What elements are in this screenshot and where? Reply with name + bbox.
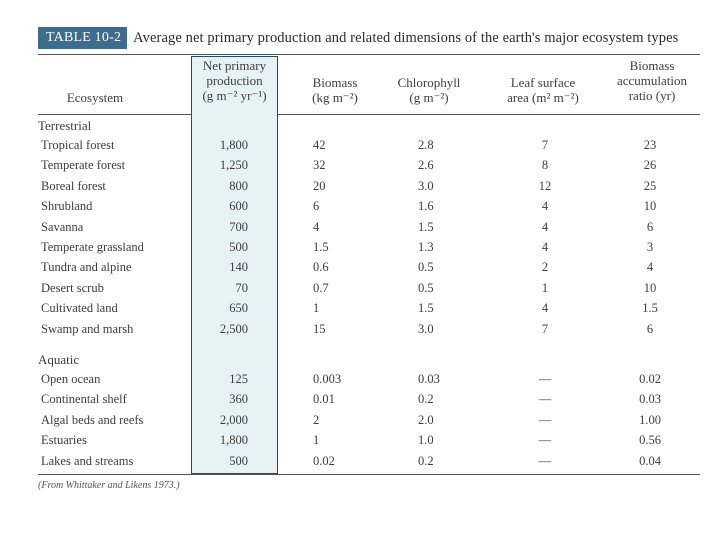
cell-leaf: 12: [538, 178, 552, 193]
header-rule: [38, 114, 700, 115]
section-label: Aquatic: [38, 352, 80, 367]
cell-chlorophyll: 0.2: [418, 453, 434, 468]
cell-ratio: 0.04: [639, 453, 661, 468]
cell-ratio: 1.5: [642, 301, 658, 316]
header-line: Chlorophyll: [397, 75, 461, 90]
cell-npp: 1,800: [219, 138, 248, 152]
cell-leaf: —: [538, 433, 552, 448]
table-caption: [38, 27, 678, 49]
ecosystem-name: Open ocean: [41, 372, 101, 386]
cell-ratio: 6: [646, 219, 654, 234]
cell-npp: 2,000: [219, 412, 248, 427]
cell-biomass: 1: [313, 433, 320, 448]
source-citation: (From Whittaker and Likens 1973.): [38, 480, 180, 491]
cell-leaf: 4: [541, 219, 549, 234]
header-biomass: [295, 75, 375, 105]
cell-ratio: 25: [643, 178, 657, 193]
header-line: Biomass: [629, 58, 675, 73]
cell-ratio: 0.56: [639, 433, 661, 448]
cell-npp: 600: [229, 199, 248, 214]
header-line: Biomass: [312, 75, 358, 90]
cell-npp: 140: [229, 260, 248, 275]
ecosystem-name: Savanna: [41, 219, 84, 234]
cell-npp: 2,500: [219, 321, 248, 336]
cell-leaf: —: [538, 453, 552, 468]
ecosystem-name: Temperate forest: [41, 158, 126, 173]
cell-ratio: 4: [646, 260, 654, 275]
cell-biomass: 0.7: [313, 280, 329, 295]
ecosystem-name: Algal beds and reefs: [41, 412, 144, 427]
cell-leaf: 4: [541, 199, 549, 214]
header-line: Ecosystem: [66, 90, 124, 105]
cell-chlorophyll: 3.0: [418, 321, 434, 336]
cell-biomass: 15: [313, 321, 326, 336]
cell-npp: 70: [235, 280, 248, 295]
cell-chlorophyll: 1.5: [418, 301, 434, 316]
cell-biomass: 20: [313, 178, 326, 193]
header-npp: [191, 58, 278, 103]
cell-leaf: —: [538, 392, 552, 407]
header-line: accumulation: [616, 73, 688, 88]
cell-biomass: 0.02: [313, 453, 335, 468]
cell-leaf: 4: [541, 240, 549, 254]
cell-leaf: 1: [541, 280, 549, 295]
ecosystem-name: Continental shelf: [41, 392, 127, 407]
ecosystem-name: Cultivated land: [41, 301, 118, 316]
cell-ratio: 10: [643, 280, 657, 295]
header-ecosystem: [40, 90, 150, 105]
ecosystem-name: Tundra and alpine: [41, 260, 132, 275]
cell-biomass: 32: [313, 158, 326, 173]
ecosystem-name: Desert scrub: [41, 280, 104, 295]
header-chlorophyll: [385, 75, 473, 105]
cell-npp: 650: [229, 301, 248, 316]
header-leaf-area: [492, 75, 594, 105]
cell-biomass: 0.003: [313, 372, 342, 386]
cell-leaf: —: [538, 412, 552, 427]
cell-ratio: 0.02: [639, 372, 661, 386]
cell-leaf: 7: [541, 321, 549, 336]
cell-chlorophyll: 0.5: [418, 280, 434, 295]
bottom-rule: [38, 474, 700, 475]
header-line: ratio (yr): [628, 88, 676, 103]
cell-ratio: 1.00: [639, 412, 661, 427]
cell-chlorophyll: 1.0: [418, 433, 434, 448]
cell-leaf: 7: [541, 138, 549, 152]
cell-chlorophyll: 2.8: [418, 138, 434, 152]
cell-npp: 125: [229, 372, 248, 386]
cell-chlorophyll: 2.0: [418, 412, 434, 427]
ecosystem-name: Tropical forest: [41, 138, 115, 152]
cell-ratio: 0.03: [639, 392, 661, 407]
ecosystem-name: Estuaries: [41, 433, 87, 448]
cell-biomass: 0.6: [313, 260, 329, 275]
header-line: (g m⁻²): [409, 90, 449, 105]
cell-biomass: 2: [313, 412, 320, 427]
cell-ratio: 6: [646, 321, 654, 336]
cell-leaf: 4: [541, 301, 549, 316]
cell-ratio: 3: [646, 240, 654, 254]
cell-leaf: 8: [541, 158, 549, 173]
header-line: (kg m⁻²): [312, 90, 358, 105]
cell-ratio: 23: [643, 138, 657, 152]
ecosystem-name: Shrubland: [41, 199, 93, 214]
cell-chlorophyll: 1.6: [418, 199, 434, 214]
cell-ratio: 10: [643, 199, 657, 214]
cell-npp: 500: [229, 453, 248, 468]
header-line: area (m² m⁻²): [507, 90, 579, 105]
cell-leaf: 2: [541, 260, 549, 275]
table-number-badge: TABLE 10-2: [38, 27, 127, 49]
header-line: Net primary: [202, 58, 267, 73]
cell-npp: 500: [229, 240, 248, 254]
cell-chlorophyll: 2.6: [418, 158, 434, 173]
cell-ratio: 26: [643, 158, 657, 173]
cell-biomass: 6: [313, 199, 320, 214]
cell-npp: 700: [229, 219, 248, 234]
cell-biomass: 1.5: [313, 240, 329, 254]
cell-npp: 1,800: [219, 433, 248, 448]
cell-chlorophyll: 0.03: [418, 372, 440, 386]
cell-npp: 1,250: [219, 158, 248, 173]
cell-leaf: —: [538, 372, 552, 386]
ecosystem-name: Temperate grassland: [41, 240, 144, 254]
ecosystem-name: Boreal forest: [41, 178, 106, 193]
header-biomass-ratio: [604, 58, 700, 103]
section-label: Terrestrial: [38, 118, 92, 133]
ecosystem-name: Swamp and marsh: [41, 321, 134, 336]
top-rule: [38, 54, 700, 55]
header-line: production: [206, 73, 263, 88]
cell-chlorophyll: 1.5: [418, 219, 434, 234]
cell-chlorophyll: 3.0: [418, 178, 434, 193]
table-title: Average net primary production and related dimensions of the earth's major ecosystem types: [133, 29, 679, 46]
cell-chlorophyll: 0.5: [418, 260, 434, 275]
cell-chlorophyll: 0.2: [418, 392, 434, 407]
cell-npp: 360: [229, 392, 248, 407]
cell-npp: 800: [229, 178, 248, 193]
ecosystem-name: Lakes and streams: [41, 453, 134, 468]
cell-biomass: 0.01: [313, 392, 335, 407]
cell-biomass: 1: [313, 301, 320, 316]
cell-biomass: 4: [313, 219, 320, 234]
header-line: (g m⁻² yr⁻¹): [202, 88, 267, 103]
header-line: Leaf surface: [510, 75, 576, 90]
cell-chlorophyll: 1.3: [418, 240, 434, 254]
cell-biomass: 42: [313, 138, 326, 152]
